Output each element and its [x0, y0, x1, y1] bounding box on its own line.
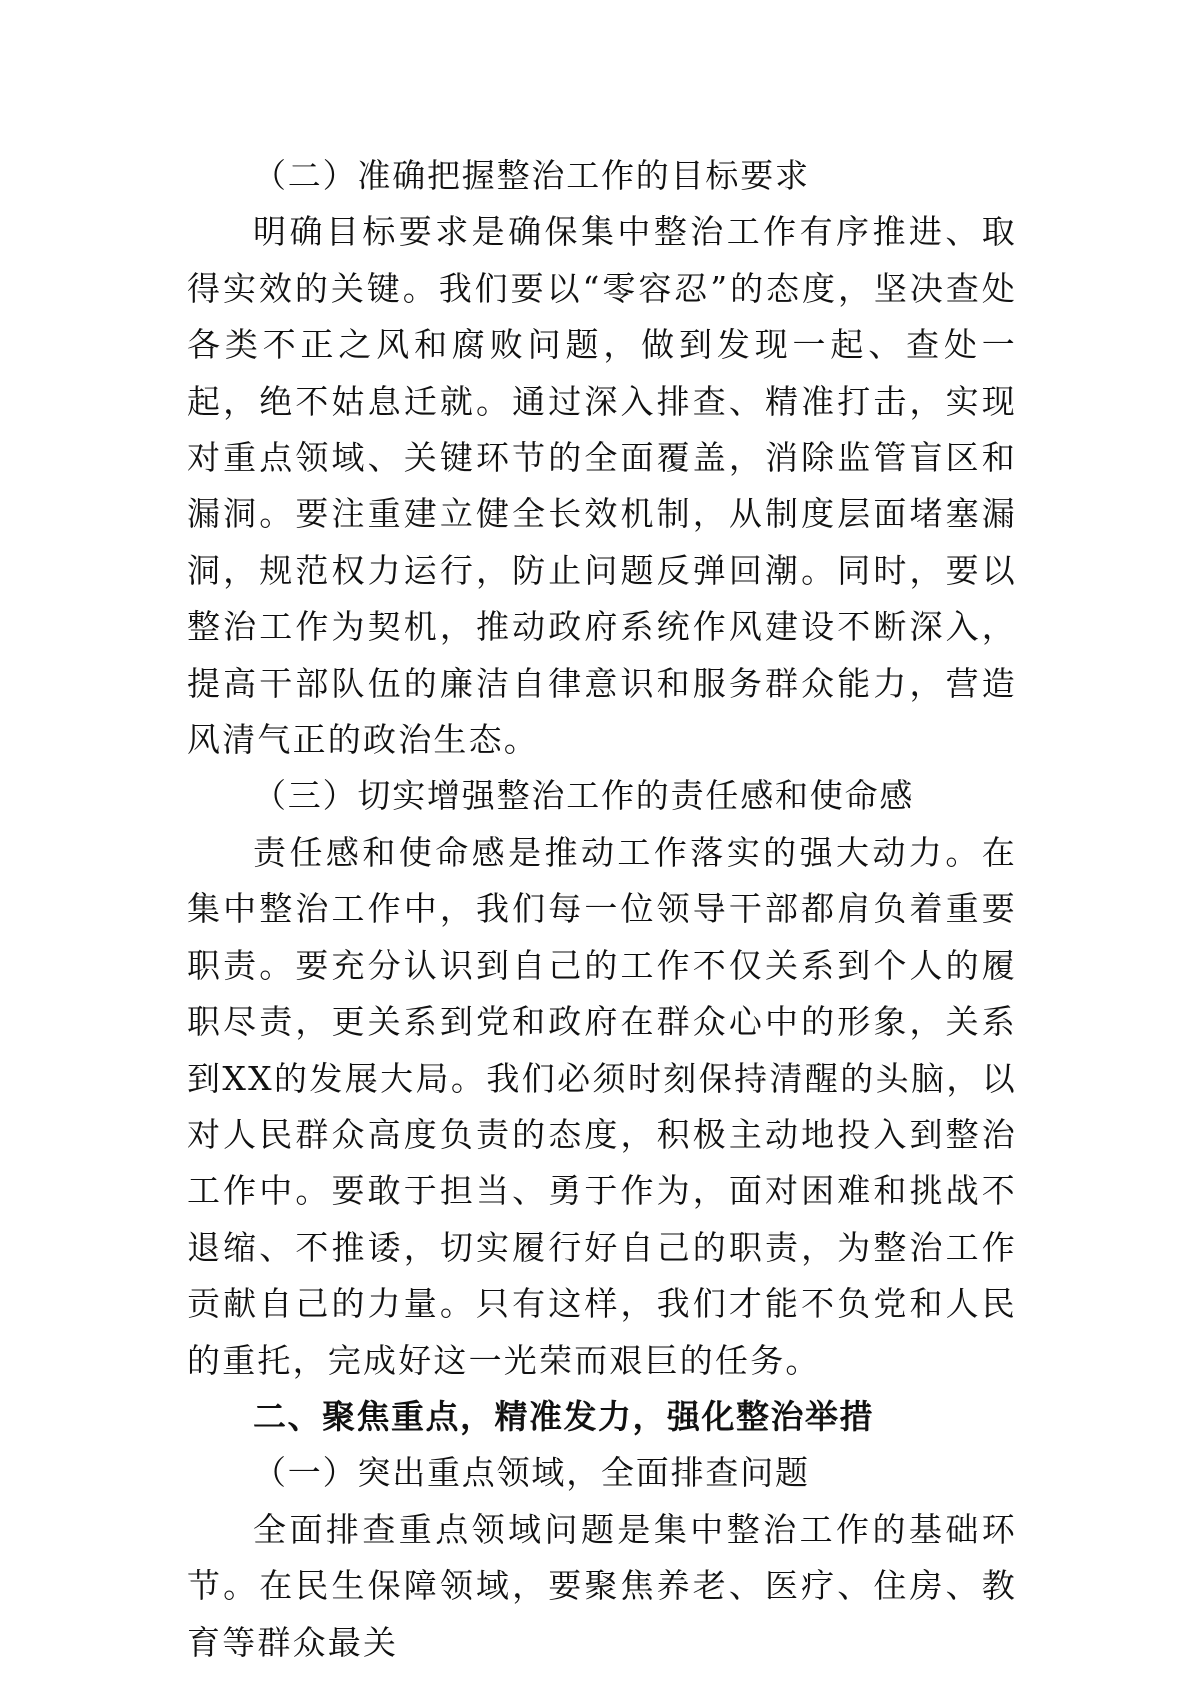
document-body — [187, 148, 1017, 1671]
section-heading-key-areas: （一）突出重点领域，全面排查问题 — [253, 1453, 810, 1493]
paragraph-goals: 明确目标要求是确保集中整治工作有序推进、取得实效的关键。我们要以“零容忍”的态度，坚决查处各类不正之风和腐败问题，做到发现一起、查处一起，绝不姑息迁就。通过深入排查、精准打击，实现对重点领域、关键环节的全面覆盖，消除监管盲区和漏洞。要注重建立健全长效机制，从制度层面堵塞漏洞，规范权力运行，防止问题反弹回潮。同时，要以整治工作为契机，推动政府系统作风建设不断深入，提高干部队伍的廉洁自律意识和服务群众能力，营造风清气正的政治生态。 — [187, 212, 1017, 760]
paragraph-responsibility: 责任感和使命感是推动工作落实的强大动力。在集中整治工作中，我们每一位领导干部都肩负着重要职责。要充分认识到自己的工作不仅关系到个人的履职尽责，更关系到党和政府在群众心中的形象，关系到XX的发展大局。我们必须时刻保持清醒的头脑，以对人民群众高度负责的态度，积极主动地投入到整治工作中。要敢于担当、勇于作为，面对困难和挑战不退缩、不推诿，切实履行好自己的职责，为整治工作贡献自己的力量。只有这样，我们才能不负党和人民的重托，完成好这一光荣而艰巨的任务。 — [187, 832, 1017, 1380]
section-heading-goals: （二）准确把握整治工作的目标要求 — [253, 156, 810, 195]
section-heading-responsibility: （三）切实增强整治工作的责任感和使命感 — [253, 776, 915, 816]
paragraph-key-areas: 全面排查重点领域问题是集中整治工作的基础环节。在民生保障领域，要聚焦养老、医疗、住房、教育等群众最关 — [187, 1509, 1017, 1662]
chapter-heading-measures: 二、聚焦重点，精准发力，强化整治举措 — [253, 1396, 874, 1436]
